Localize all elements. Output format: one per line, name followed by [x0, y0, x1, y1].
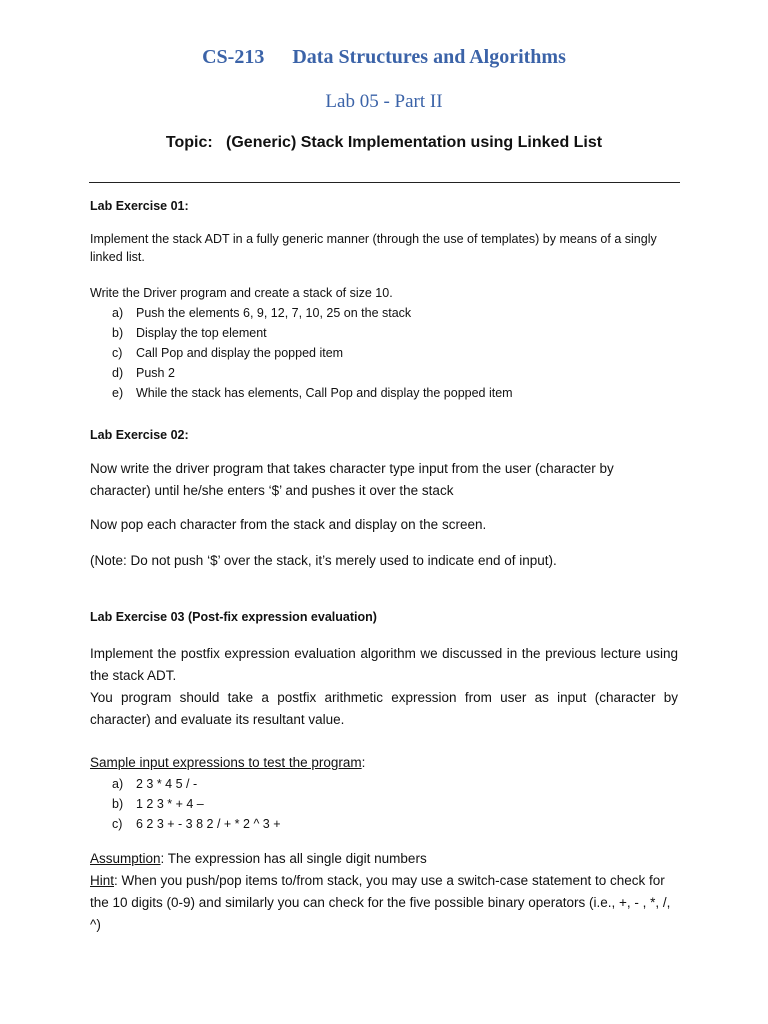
- list-marker: b): [112, 326, 124, 340]
- sample-expression: 6 2 3 + - 3 8 2 / + * 2 ^ 3 +: [136, 817, 281, 831]
- course-title: [0, 46, 768, 69]
- assumption-label: Assumption: [90, 851, 161, 866]
- list-marker: c): [112, 346, 123, 360]
- ex1-heading: Lab Exercise 01:: [90, 199, 189, 213]
- ex3-assumption: [90, 848, 678, 870]
- assumption-text: : The expression has all single digit numbers: [160, 851, 427, 866]
- list-item-text: Push the elements 6, 9, 12, 7, 10, 25 on the stack: [136, 306, 412, 320]
- ex1-description: Implement the stack ADT in a fully generic manner (through the use of templates) by means of a singly linked list.: [90, 232, 657, 264]
- list-item-text: Push 2: [136, 366, 175, 380]
- list-item: [112, 774, 672, 794]
- list-item: [112, 383, 672, 403]
- list-marker: e): [112, 386, 124, 400]
- list-item: [112, 343, 672, 363]
- list-item: [112, 303, 672, 323]
- samples-label: Sample input expressions to test the program: [90, 755, 362, 770]
- sample-expression: 1 2 3 * + 4 –: [136, 797, 204, 811]
- course-name: Data Structures and Algorithms: [292, 46, 566, 68]
- sample-expression: 2 3 * 4 5 / -: [136, 777, 198, 791]
- ex1-steps-list: [112, 303, 672, 403]
- ex2-paragraph-2: Now pop each character from the stack and display on the screen.: [90, 517, 487, 532]
- list-marker: a): [112, 306, 124, 320]
- hint-label: Hint: [90, 873, 115, 888]
- course-code: CS-213: [202, 46, 265, 68]
- ex3-samples-heading: [90, 752, 678, 774]
- hint-text: : When you push/pop items to/from stack, you may use a switch-case statement to check for the 10 digits (0-9) and similarly you can check for the five possible binary operators (i.e., +, - , *, /, ^): [90, 873, 671, 932]
- list-item-text: Display the top element: [136, 326, 267, 340]
- ex3-paragraph-2: You program should take a postfix arithmetic expression from user as input (character by character) and evaluate its resultant value.: [90, 690, 678, 727]
- list-item: [112, 323, 672, 343]
- list-item-text: Call Pop and display the popped item: [136, 346, 344, 360]
- ex2-paragraph-1: Now write the driver program that takes character type input from the user (character by character) until he/she enters ‘$’ and pushes it over the stack: [90, 461, 614, 498]
- ex2-heading: Lab Exercise 02:: [90, 428, 189, 442]
- list-marker: d): [112, 366, 124, 380]
- ex3-heading: Lab Exercise 03 (Post-fix expression evaluation): [90, 610, 377, 624]
- list-item: [112, 363, 672, 383]
- list-marker: b): [112, 797, 124, 811]
- list-item: [112, 814, 672, 834]
- ex1-driver-intro: Write the Driver program and create a stack of size 10.: [90, 286, 393, 300]
- list-marker: a): [112, 777, 124, 791]
- ex3-hint: [90, 870, 678, 936]
- ex3-samples-list: [112, 774, 672, 834]
- ex3-paragraph-1: Implement the postfix expression evaluation algorithm we discussed in the previous lecture using the stack ADT.: [90, 646, 678, 683]
- samples-colon: :: [361, 755, 366, 770]
- list-item: [112, 794, 672, 814]
- list-item-text: While the stack has elements, Call Pop and display the popped item: [136, 386, 513, 400]
- divider-line: [89, 182, 680, 183]
- list-marker: c): [112, 817, 123, 831]
- topic-heading: Topic: (Generic) Stack Implementation using Linked List: [165, 134, 603, 151]
- lab-title: Lab 05 - Part II: [325, 91, 443, 112]
- ex2-note: (Note: Do not push ‘$’ over the stack, it’s merely used to indicate end of input).: [90, 553, 557, 568]
